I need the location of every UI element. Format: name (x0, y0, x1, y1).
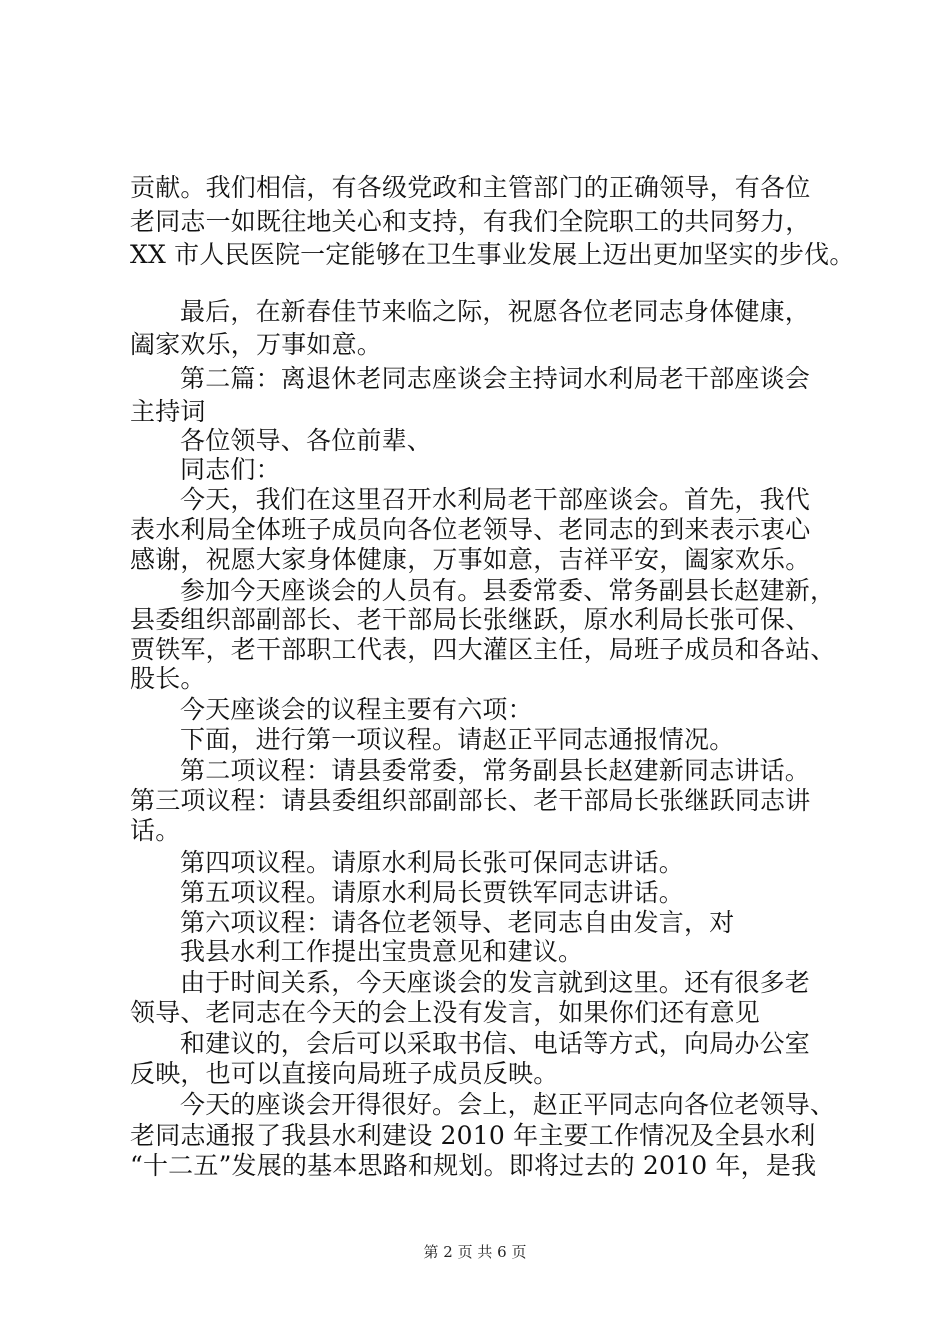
text-line: 参加今天座谈会的人员有。县委常委、常务副县长赵建新， (180, 576, 836, 605)
text-line: 由于时间关系，今天座谈会的发言就到这里。还有很多老 (180, 968, 811, 997)
text-line: 贡献。我们相信，有各级党政和主管部门的正确领导，有各位 (130, 173, 811, 202)
text-line: 话。 (130, 816, 181, 845)
text-line: 反映，也可以直接向局班子成员反映。 (130, 1059, 559, 1088)
text-line: 今天座谈会的议程主要有六项： (180, 695, 533, 724)
page-number-footer: 第 2 页 共 6 页 (423, 1243, 527, 1261)
text-line: 贾铁军，老干部职工代表，四大灌区主任，局班子成员和各站、 (130, 635, 836, 664)
text-line: 第五项议程。请原水利局长贾铁军同志讲话。 (180, 878, 685, 907)
text-line: 今天，我们在这里召开水利局老干部座谈会。首先，我代 (180, 485, 811, 514)
text-line: 阖家欢乐，万事如意。 (130, 330, 383, 359)
text-line: 表水利局全体班子成员向各位老领导、老同志的到来表示衷心 (130, 515, 811, 544)
text-line: 县委组织部副部长、老干部局长张继跃，原水利局长张可保、 (130, 605, 811, 634)
text-line: XX 市人民医院一定能够在卫生事业发展上迈出更加坚实的步伐。 (130, 240, 855, 269)
text-line: 领导、老同志在今天的会上没有发言，如果你们还有意见 (130, 998, 761, 1027)
text-line: 各位领导、各位前辈、 (180, 426, 433, 455)
text-line: 下面，进行第一项议程。请赵正平同志通报情况。 (180, 725, 735, 754)
section-heading: 主持词 (130, 397, 206, 426)
text-line: 今天的座谈会开得很好。会上，赵正平同志向各位老领导、 (180, 1090, 836, 1119)
text-line: “十二五”发展的基本思路和规划。即将过去的 2010 年，是我 (130, 1151, 817, 1180)
section-heading: 第二篇：离退休老同志座谈会主持词水利局老干部座谈会 (180, 364, 811, 393)
text-line: 同志们： (180, 455, 281, 484)
text-line: 和建议的，会后可以采取书信、电话等方式，向局办公室 (180, 1029, 811, 1058)
text-line: 最后，在新春佳节来临之际，祝愿各位老同志身体健康， (180, 297, 811, 326)
text-line: 老同志一如既往地关心和支持，有我们全院职工的共同努力， (130, 207, 811, 236)
text-line: 第六项议程：请各位老领导、老同志自由发言，对 (180, 908, 735, 937)
text-line: 第三项议程：请县委组织部副部长、老干部局长张继跃同志讲 (130, 786, 811, 815)
text-line: 第四项议程。请原水利局长张可保同志讲话。 (180, 848, 685, 877)
text-line: 第二项议程：请县委常委，常务副县长赵建新同志讲话。 (180, 756, 811, 785)
text-line: 老同志通报了我县水利建设 2010 年主要工作情况及全县水利 (130, 1121, 816, 1150)
text-line: 感谢，祝愿大家身体健康，万事如意，吉祥平安，阖家欢乐。 (130, 545, 811, 574)
text-line: 我县水利工作提出宝贵意见和建议。 (180, 937, 584, 966)
text-line: 股长。 (130, 664, 206, 693)
